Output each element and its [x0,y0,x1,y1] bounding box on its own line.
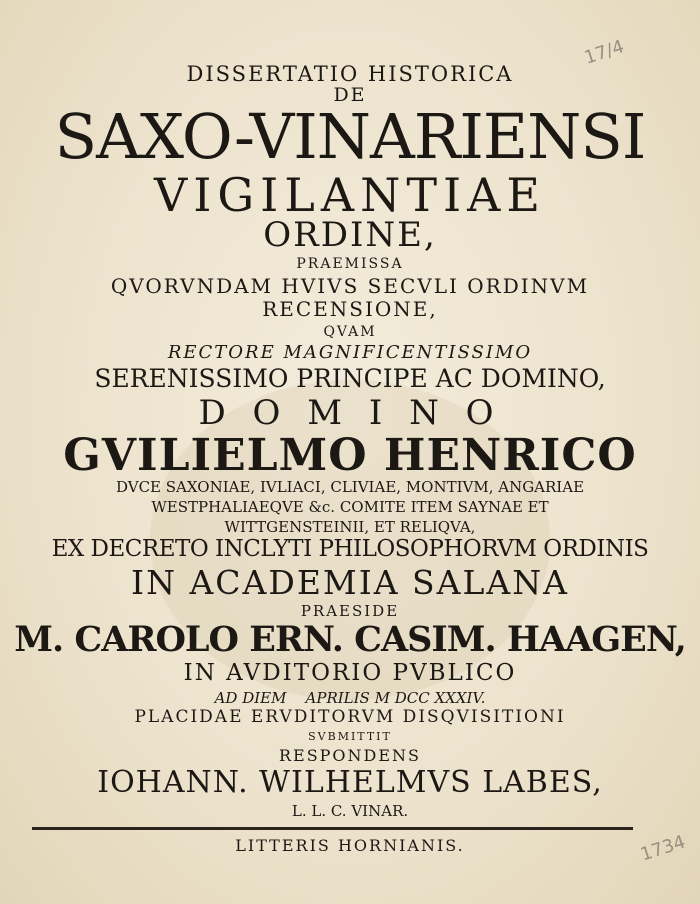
vinar-line: L. L. C. VINAR. [291,802,409,820]
main-title-ordine: ORDINE, [263,215,437,255]
quorundam-line: QVORVNDAM HVIVS SECVLI ORDINVM [110,274,590,298]
domino-line: D O M I N O [198,393,502,433]
duce-line: DVCE SAXONIAE, IVLIACI, CLIVIAE, MONTIVM, ANGARIAE [115,478,585,496]
de-line: DE [333,84,367,106]
gvilielmo-henrico-line: GVILIELMO HENRICO [63,430,637,481]
handwritten-mark-top: 17/4 [581,36,627,69]
ex-decreto-line: EX DECRETO INCLYTI PHILOSOPHORVM ORDINIS [51,536,649,562]
praeside-line: PRAESIDE [300,602,400,620]
placidae-line: PLACIDAE ERVDITORVM DISQVISITIONI [134,707,566,727]
imprint-line: LITTERIS HORNIANIS. [235,836,465,855]
quam-line: QVAM [323,324,377,340]
recensione-line: RECENSIONE, [262,297,438,321]
dissertation-heading: DISSERTATIO HISTORICA [186,62,514,86]
main-title-saxo-vinariensi: SAXO-VINARIENSI [54,100,646,173]
praeses-name-line: M. CAROLO ERN. CASIM. HAAGEN, [14,619,686,660]
respondens-line: RESPONDENS [278,746,422,765]
handwritten-year-bottom: 1734 [637,831,688,866]
wittgensteinii-line: WITTGENSTEINII, ET RELIQVA, [224,518,476,536]
rectore-line: RECTORE MAGNIFICENTISSIMO [167,342,533,363]
auditorio-line: IN AVDITORIO PVBLICO [183,660,517,686]
imprint-rule [32,827,633,830]
date-line: AD DIEM APRILIS M DCC XXXIV. [214,689,486,707]
respondent-name-line: IOHANN. WILHELMVS LABES, [97,765,603,800]
academia-salana-line: IN ACADEMIA SALANA [131,563,569,602]
main-title-vigilantiae: VIGILANTIAE [154,168,546,222]
submittit-line: SVBMITTIT [308,730,392,743]
praemissa-line: PRAEMISSA [296,256,404,272]
serenissimo-line: SERENISSIMO PRINCIPE AC DOMINO, [94,364,606,393]
westphaliae-line: WESTPHALIAEQVE &c. COMITE ITEM SAYNAE ET [151,498,549,516]
